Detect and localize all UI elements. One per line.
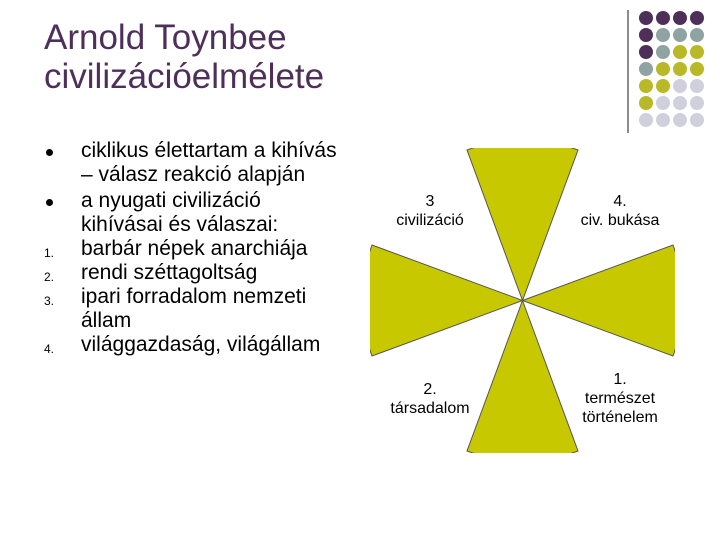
decorative-dot — [639, 113, 653, 127]
item-number: 3. — [44, 294, 55, 308]
decorative-dot — [690, 28, 704, 42]
numbered-item — [44, 261, 344, 285]
decorative-dot — [656, 11, 670, 25]
decorative-dot — [656, 113, 670, 127]
bullet-dot — [46, 149, 53, 156]
decorative-dot — [690, 45, 704, 59]
item-number: 1. — [44, 246, 55, 260]
item-text: rendi széttagoltság — [81, 261, 258, 284]
cycle-wheel-diagram — [370, 148, 675, 453]
decorative-dot — [639, 28, 653, 42]
item-number: 4. — [44, 342, 55, 356]
item-text: barbár népek anarchiája — [81, 237, 308, 260]
decorative-dot — [673, 45, 687, 59]
wheel-label-top-right: 4. civ. bukása — [580, 193, 660, 229]
decorative-dot — [673, 113, 687, 127]
decorative-dot — [673, 79, 687, 93]
decorative-dot — [673, 11, 687, 25]
item-text: világgazdaság, világállam — [81, 333, 321, 356]
wheel-segment-left — [370, 245, 523, 356]
decorative-dot — [639, 45, 653, 59]
title-line-2: civilizációelmélete — [44, 57, 325, 96]
bullet-text: ciklikus élettartam a kihívás – válasz reakció alapján — [81, 139, 337, 186]
wheel-label-top-left: 3 civilizáció — [396, 193, 464, 229]
decorative-dot-grid — [0, 0, 720, 140]
item-text: ipari forradalom nemzeti állam — [81, 285, 307, 332]
bullet-item — [44, 189, 344, 237]
decorative-dot — [690, 11, 704, 25]
decorative-dot — [673, 96, 687, 110]
bullet-item — [44, 139, 344, 187]
decorative-dot — [673, 28, 687, 42]
decorative-dot — [656, 79, 670, 93]
decorative-dot — [690, 79, 704, 93]
bullet-dot — [46, 199, 53, 206]
bullet-list — [44, 139, 344, 357]
decorative-dot — [673, 62, 687, 76]
numbered-item — [44, 285, 344, 333]
decorative-dot — [639, 11, 653, 25]
numbered-item — [44, 237, 344, 261]
bullet-text: a nyugati civilizáció kihívásai és válaszai: — [81, 189, 279, 236]
decorative-dot — [690, 62, 704, 76]
title-line-1: Arnold Toynbee — [44, 18, 287, 57]
decorative-dot — [639, 96, 653, 110]
item-number: 2. — [44, 270, 55, 284]
wheel-label-bottom-right: 1. természet történelem — [582, 371, 658, 426]
decorative-dot — [656, 62, 670, 76]
decorative-dot — [656, 28, 670, 42]
decorative-dot — [656, 45, 670, 59]
wheel-segment-right — [523, 245, 676, 356]
wheel-label-bottom-left: 2. társadalom — [390, 381, 470, 417]
decorative-dot — [690, 113, 704, 127]
decorative-dot — [639, 62, 653, 76]
decorative-dot — [639, 79, 653, 93]
decorative-dot — [690, 96, 704, 110]
decorative-dot — [656, 96, 670, 110]
numbered-item — [44, 333, 344, 357]
